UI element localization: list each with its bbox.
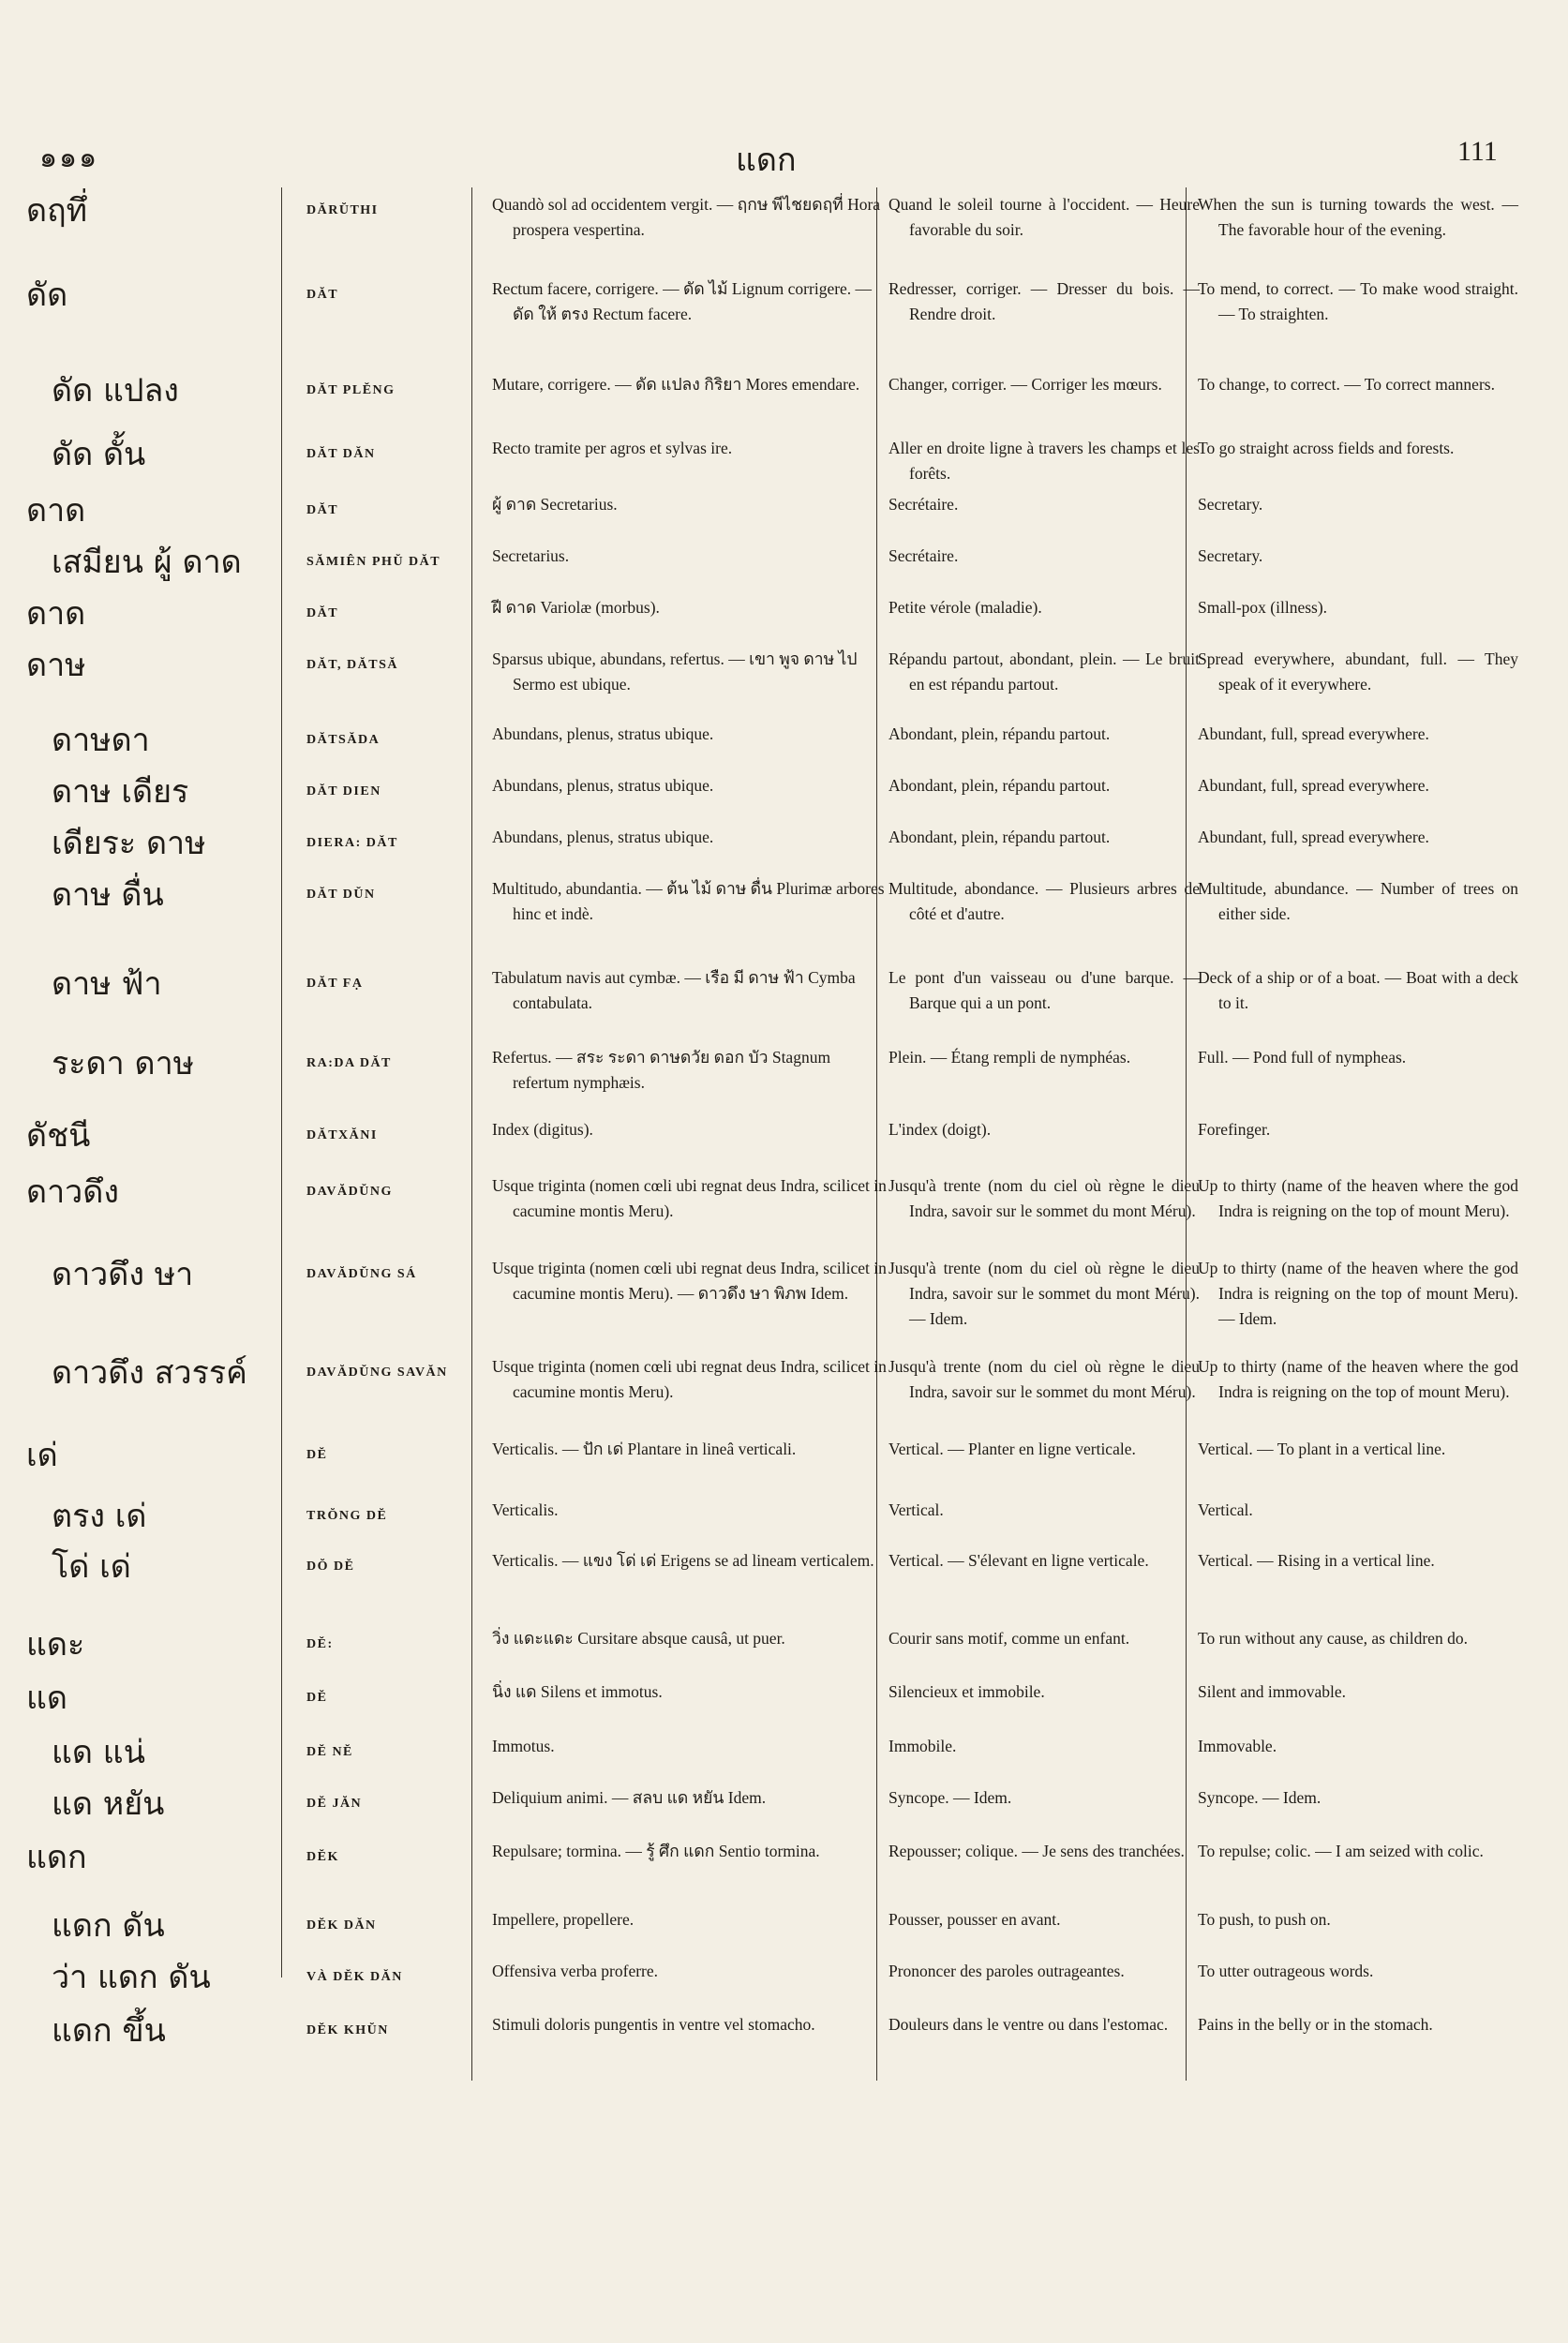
latin-gloss: ผู้ ดาด Secretarius. — [492, 495, 618, 514]
english-gloss: Full. — Pond full of nympheas. — [1198, 1048, 1407, 1067]
french-gloss: Secrétaire. — [889, 546, 959, 565]
romanization: DAVĂDŬNG SÁ — [306, 1267, 417, 1281]
latin-gloss: Usque triginta (nomen cœli ubi regnat deus Indra, scilicet in cacumine montis Meru). — [492, 1176, 887, 1220]
latin-gloss: Usque triginta (nomen cœli ubi regnat deus Indra, scilicet in cacumine montis Meru). — [492, 1357, 887, 1401]
french-gloss: Jusqu'à trente (nom du ciel où règne le dieu Indra, savoir sur le sommet du mont Méru). — Idem. — [889, 1259, 1200, 1328]
romanization: TRŎNG DĔ — [306, 1509, 388, 1523]
french-gloss: Syncope. — Idem. — [889, 1788, 1012, 1807]
column-rule-1 — [281, 187, 282, 1977]
thai-headword: โด่ เด่ — [52, 1548, 131, 1586]
latin-gloss: Multitudo, abundantia. — ต้น ไม้ ดาษ ดื่น Plurimæ arbores hinc et indè. — [492, 879, 885, 923]
french-gloss: Répandu partout, abondant, plein. — Le bruit en est répandu partout. — [889, 649, 1200, 694]
latin-gloss: Sparsus ubique, abundans, refertus. — เขา พูจ ดาษ ไป Sermo est ubique. — [492, 649, 858, 694]
thai-headword: เด่ — [26, 1437, 58, 1474]
english-gloss: Up to thirty (name of the heaven where the god Indra is reigning on the top of mount Meru). — [1198, 1176, 1518, 1220]
thai-headword: ตรง เด่ — [52, 1498, 147, 1535]
romanization: DĔK KHŬN — [306, 2023, 389, 2037]
romanization: DŎ DĔ — [306, 1560, 355, 1574]
french-gloss: Aller en droite ligne à travers les champs et les forêts. — [889, 439, 1200, 483]
french-gloss: Jusqu'à trente (nom du ciel où règne le dieu Indra, savoir sur le sommet du mont Méru). — [889, 1176, 1200, 1220]
english-gloss: To go straight across fields and forests. — [1198, 439, 1455, 457]
romanization: DĔ NĔ — [306, 1745, 353, 1759]
english-gloss: Abundant, full, spread everywhere. — [1198, 776, 1429, 795]
thai-headword: ดาวดึง ษา — [52, 1256, 194, 1293]
latin-gloss: Usque triginta (nomen cœli ubi regnat deus Indra, scilicet in cacumine montis Meru). — ดาวดึง ษา พิภพ Idem. — [492, 1259, 887, 1303]
french-gloss: Changer, corriger. — Corriger les mœurs. — [889, 375, 1162, 394]
romanization: DAVĂDŬNG SAVĂN — [306, 1366, 448, 1380]
romanization: DĂRŬTHI — [306, 203, 379, 217]
english-gloss: Vertical. — To plant in a vertical line. — [1198, 1440, 1446, 1458]
french-gloss: Pousser, pousser en avant. — [889, 1910, 1061, 1929]
french-gloss: Douleurs dans le ventre ou dans l'estomac. — [889, 2015, 1169, 2034]
english-gloss: Vertical. — Rising in a vertical line. — [1198, 1551, 1435, 1570]
thai-headword: ดาษ — [26, 647, 86, 684]
romanization: DĂT — [306, 288, 339, 302]
english-gloss: Syncope. — Idem. — [1198, 1788, 1322, 1807]
romanization: DĂT PLĔNG — [306, 383, 396, 397]
french-gloss: Jusqu'à trente (nom du ciel où règne le dieu Indra, savoir sur le sommet du mont Méru). — [889, 1357, 1200, 1401]
english-gloss: Secretary. — [1198, 546, 1263, 565]
thai-headword: ดาษ เดียร — [52, 773, 189, 811]
thai-headword: ดาด — [26, 595, 86, 633]
thai-headword: ดาษ ฟ้า — [52, 965, 162, 1003]
latin-gloss: Index (digitus). — [492, 1120, 593, 1139]
latin-gloss: Recto tramite per agros et sylvas ire. — [492, 439, 733, 457]
romanization: DĂT FẠ — [306, 977, 364, 991]
latin-gloss: Tabulatum navis aut cymbæ. — เรือ มี ดาษ ฟ้า Cymba contabulata. — [492, 968, 856, 1012]
romanization: DĔ: — [306, 1637, 334, 1651]
french-gloss: Multitude, abondance. — Plusieurs arbres de côté et d'autre. — [889, 879, 1200, 923]
english-gloss: Spread everywhere, abundant, full. — They speak of it everywhere. — [1198, 649, 1518, 694]
english-gloss: Up to thirty (name of the heaven where the god Indra is reigning on the top of mount Meru). — [1198, 1357, 1518, 1401]
english-gloss: Forefinger. — [1198, 1120, 1271, 1139]
latin-gloss: Deliquium animi. — สลบ แด หยัน Idem. — [492, 1788, 767, 1807]
thai-headword: ดัด — [26, 276, 68, 314]
romanization: DĂT — [306, 606, 339, 620]
latin-gloss: ฝี ดาด Variolæ (morbus). — [492, 598, 660, 617]
running-headword: แดก — [736, 142, 797, 179]
latin-gloss: Secretarius. — [492, 546, 570, 565]
romanization: DĂT DIEN — [306, 784, 381, 798]
french-gloss: Immobile. — [889, 1737, 957, 1755]
page-number-thai: ๑๑๑ — [39, 142, 99, 174]
thai-headword: แดก — [26, 1839, 87, 1876]
latin-gloss: Immotus. — [492, 1737, 555, 1755]
latin-gloss: Verticalis. — ปัก เด่ Plantare in lineâ verticali. — [492, 1440, 797, 1458]
romanization: DĔK — [306, 1850, 339, 1864]
thai-headword: ดฤทึ่ — [26, 192, 88, 230]
page-header — [0, 136, 1568, 179]
thai-headword: แดก ขึ้น — [52, 2012, 166, 2050]
latin-gloss: Repulsare; tormina. — รู้ ศึก แดก Sentio tormina. — [492, 1842, 820, 1860]
romanization: SĂMIÊN PHŬ DĂT — [306, 555, 441, 569]
page-number: 111 — [1457, 136, 1498, 167]
french-gloss: Vertical. — S'élevant en ligne verticale. — [889, 1551, 1149, 1570]
thai-headword: ดัชนี — [26, 1117, 91, 1155]
latin-gloss: วิ่ง แดะแดะ Cursitare absque causâ, ut puer. — [492, 1629, 785, 1648]
thai-headword: แด แน่ — [52, 1734, 145, 1771]
latin-gloss: Impellere, propellere. — [492, 1910, 635, 1929]
english-gloss: When the sun is turning towards the west. — The favorable hour of the evening. — [1198, 195, 1518, 239]
english-gloss: To change, to correct. — To correct manners. — [1198, 375, 1495, 394]
french-gloss: Abondant, plein, répandu partout. — [889, 724, 1111, 743]
romanization: VÀ DĔK DĂN — [306, 1970, 403, 1984]
thai-headword: เสมียน ผู้ ดาด — [52, 544, 242, 581]
english-gloss: Small-pox (illness). — [1198, 598, 1328, 617]
romanization: RA:DA DĂT — [306, 1056, 392, 1070]
romanization: DĔ — [306, 1691, 328, 1705]
latin-gloss: Offensiva verba proferre. — [492, 1962, 659, 1980]
latin-gloss: Abundans, plenus, stratus ubique. — [492, 724, 714, 743]
french-gloss: Petite vérole (maladie). — [889, 598, 1042, 617]
french-gloss: Secrétaire. — [889, 495, 959, 514]
thai-headword: ดัด ดั้น — [52, 436, 146, 473]
latin-gloss: Stimuli doloris pungentis in ventre vel stomacho. — [492, 2015, 815, 2034]
french-gloss: Le pont d'un vaisseau ou d'une barque. — Barque qui a un pont. — [889, 968, 1200, 1012]
romanization: DĂT, DĂTSĂ — [306, 658, 398, 672]
latin-gloss: Verticalis. — แขง โด่ เด่ Erigens se ad lineam verticalem. — [492, 1551, 874, 1570]
latin-gloss: Abundans, plenus, stratus ubique. — [492, 828, 714, 846]
french-gloss: Abondant, plein, répandu partout. — [889, 776, 1111, 795]
thai-headword: ระดา ดาษ — [52, 1045, 195, 1082]
french-gloss: Abondant, plein, répandu partout. — [889, 828, 1111, 846]
latin-gloss: Refertus. — สระ ระดา ดาษดวัย ดอก บัว Stagnum refertum nymphæis. — [492, 1048, 831, 1092]
latin-gloss: Verticalis. — [492, 1500, 559, 1519]
french-gloss: Repousser; colique. — Je sens des tranchées. — [889, 1842, 1185, 1860]
thai-headword: ดัด แปลง — [52, 372, 179, 410]
thai-headword: เดียระ ดาษ — [52, 825, 206, 862]
french-gloss: Plein. — Étang rempli de nymphéas. — [889, 1048, 1131, 1067]
thai-headword: แด หยัน — [52, 1785, 165, 1823]
romanization: DĂT DŬN — [306, 888, 376, 902]
french-gloss: Vertical. — [889, 1500, 944, 1519]
romanization: DĂTSĂDA — [306, 733, 381, 747]
romanization: DĂT — [306, 503, 339, 517]
romanization: DĂTXĂNI — [306, 1128, 378, 1142]
latin-gloss: นิ่ง แด Silens et immotus. — [492, 1682, 663, 1701]
thai-headword: แดก ดัน — [52, 1907, 165, 1945]
english-gloss: To utter outrageous words. — [1198, 1962, 1374, 1980]
english-gloss: Secretary. — [1198, 495, 1263, 514]
french-gloss: Redresser, corriger. — Dresser du bois. — Rendre droit. — [889, 279, 1200, 323]
romanization: DĔ JĂN — [306, 1797, 363, 1811]
french-gloss: Silencieux et immobile. — [889, 1682, 1045, 1701]
english-gloss: Abundant, full, spread everywhere. — [1198, 828, 1429, 846]
romanization: DIERA: DĂT — [306, 836, 398, 850]
romanization: DĔ — [306, 1448, 328, 1462]
english-gloss: Deck of a ship or of a boat. — Boat with a deck to it. — [1198, 968, 1518, 1012]
french-gloss: Courir sans motif, comme un enfant. — [889, 1629, 1130, 1648]
french-gloss: L'index (doigt). — [889, 1120, 992, 1139]
english-gloss: Silent and immovable. — [1198, 1682, 1346, 1701]
english-gloss: Abundant, full, spread everywhere. — [1198, 724, 1429, 743]
latin-gloss: Mutare, corrigere. — ดัด แปลง กิริยา Mores emendare. — [492, 375, 860, 394]
thai-headword: ดาด — [26, 492, 86, 530]
latin-gloss: Quandò sol ad occidentem vergit. — ฤกษ พีไชยดฤที่ Hora prospera vespertina. — [492, 195, 881, 239]
thai-headword: ว่า แดก ดัน — [52, 1959, 211, 1996]
english-gloss: Pains in the belly or in the stomach. — [1198, 2015, 1433, 2034]
latin-gloss: Abundans, plenus, stratus ubique. — [492, 776, 714, 795]
thai-headword: ดาวดึง สวรรค์ — [52, 1354, 247, 1392]
thai-headword: แด — [26, 1679, 67, 1717]
romanization: DĔK DĂN — [306, 1918, 377, 1933]
latin-gloss: Rectum facere, corrigere. — ดัด ไม้ Lignum corrigere. — ดัด ให้ ตรง Rectum facere. — [492, 279, 873, 323]
english-gloss: To mend, to correct. — To make wood straight. — To straighten. — [1198, 279, 1518, 323]
english-gloss: To repulse; colic. — I am seized with colic. — [1198, 1842, 1484, 1860]
english-gloss: Up to thirty (name of the heaven where the god Indra is reigning on the top of mount Meru). — Idem. — [1198, 1259, 1518, 1328]
thai-headword: ดาวดึง — [26, 1173, 119, 1211]
romanization: DĂT DĂN — [306, 447, 376, 461]
french-gloss: Quand le soleil tourne à l'occident. — Heure favorable du soir. — [889, 195, 1200, 239]
thai-headword: แดะ — [26, 1626, 85, 1664]
english-gloss: Vertical. — [1198, 1500, 1253, 1519]
french-gloss: Vertical. — Planter en ligne verticale. — [889, 1440, 1136, 1458]
thai-headword: ดาษ ดื่น — [52, 876, 164, 914]
english-gloss: To run without any cause, as children do. — [1198, 1629, 1468, 1648]
thai-headword: ดาษดา — [52, 722, 150, 759]
french-gloss: Prononcer des paroles outrageantes. — [889, 1962, 1125, 1980]
romanization: DAVĂDŬNG — [306, 1185, 393, 1199]
english-gloss: Multitude, abundance. — Number of trees on either side. — [1198, 879, 1518, 923]
english-gloss: Immovable. — [1198, 1737, 1277, 1755]
english-gloss: To push, to push on. — [1198, 1910, 1331, 1929]
column-rule-2 — [471, 187, 472, 2081]
